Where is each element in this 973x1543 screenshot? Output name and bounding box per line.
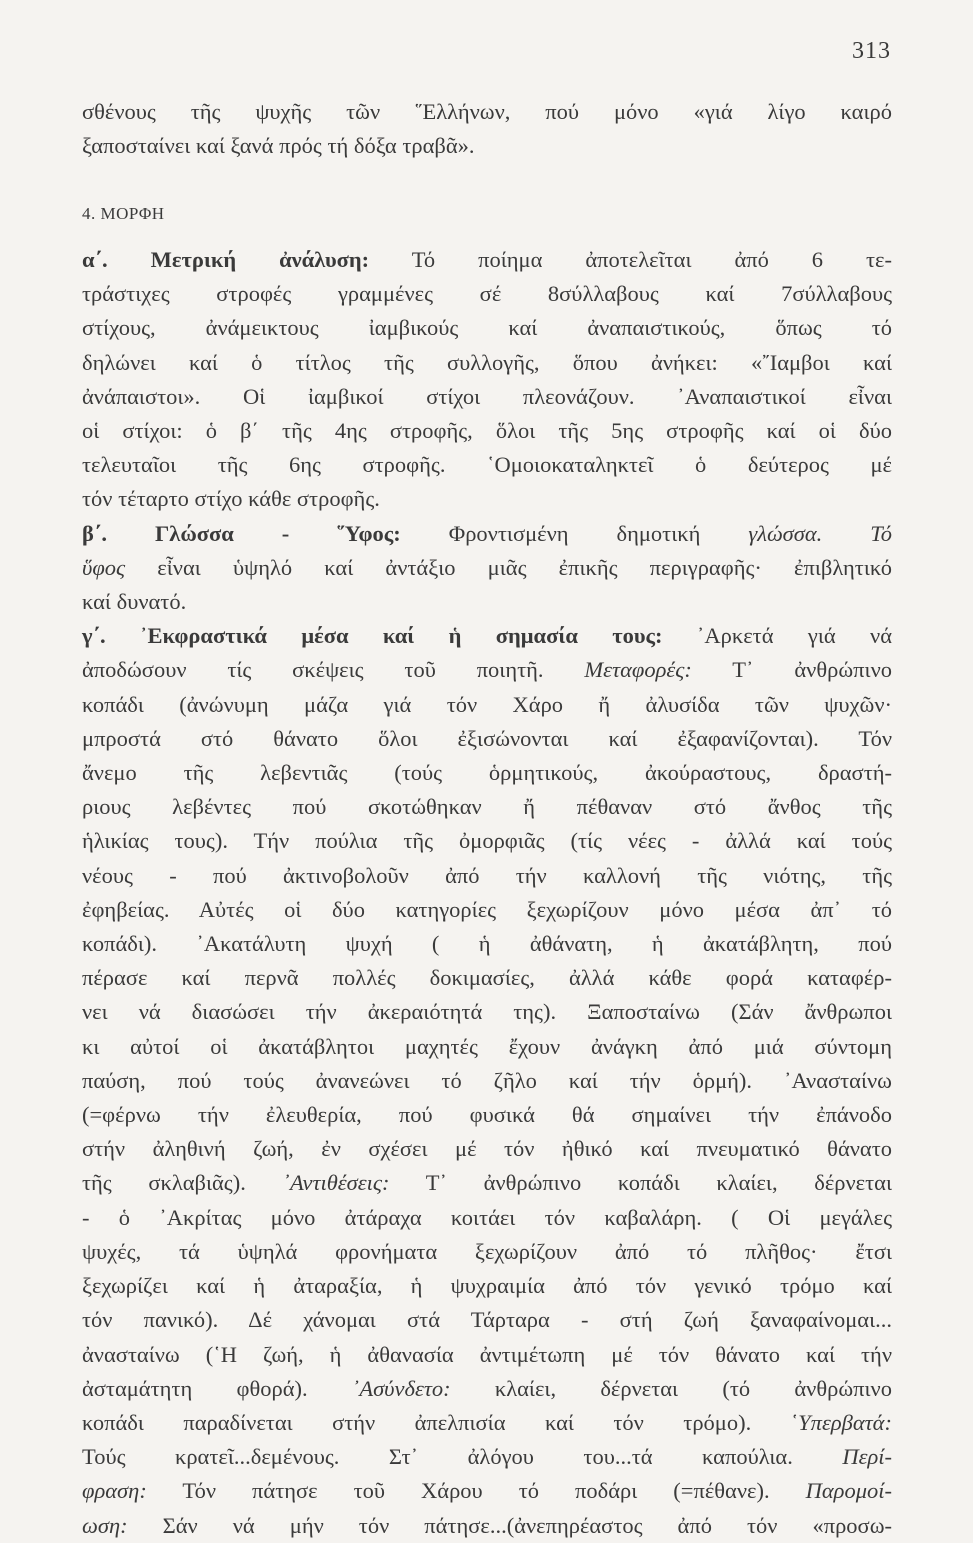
text-run: στήν ἀληθινή ζωή, ἐν σχέσει μέ τόν ἠθικό καί πνευματικό θάνατο	[82, 1136, 892, 1162]
text-line	[82, 893, 892, 927]
text-run: καί δυνατό.	[82, 589, 187, 615]
text-line: ξαποσταίνει καί ξανά πρός τή δόξα τραβᾶ».	[82, 133, 475, 159]
text-line	[82, 756, 892, 790]
italic-term-run: Περί-	[842, 1444, 892, 1470]
text-line	[82, 311, 892, 345]
text-run: Τ᾿ ἀνθρώπινο	[691, 657, 892, 683]
text-run: δηλώνει καί ὁ τίτλος τῆς συλλογῆς, ὅπου ἀνήκει: «῎Ιαμβοι καί	[82, 349, 892, 375]
italic-term-run: ωση:	[82, 1512, 128, 1538]
text-run: ἀσταμάτητη φθορά).	[82, 1375, 352, 1401]
text-run: τράστιχες στροφές γραμμένες σέ 8σύλλαβους καί 7σύλλαβους	[82, 281, 892, 307]
text-line	[82, 1030, 892, 1064]
text-line	[82, 1474, 892, 1508]
text-line	[82, 824, 892, 858]
italic-term-run: ῾Υπερβατά:	[790, 1409, 892, 1435]
text-line	[82, 1338, 892, 1372]
text-line	[82, 448, 892, 482]
italic-term-run: ὕφος	[82, 554, 126, 580]
text-run: τόν τέταρτο στίχο κάθε στροφῆς.	[82, 486, 380, 512]
text-run: ἀνάπαιστοι». Οἱ ἰαμβικοί στίχοι πλεονάζουν. ᾿Αναπαιστικοί εἶναι	[82, 383, 892, 409]
text-line	[82, 1303, 892, 1337]
text-run: Φροντισμένη δημοτική	[400, 520, 749, 546]
text-line	[82, 1269, 892, 1303]
text-run: στίχους, ἀνάμεικτους ἰαμβικούς καί ἀναπαιστικούς, ὅπως τό	[82, 315, 892, 341]
text-line	[82, 995, 892, 1029]
text-line	[82, 1166, 892, 1200]
text-line	[82, 653, 892, 687]
text-run: - ὁ ᾿Ακρίτας μόνο ἀτάραχα κοιτάει τόν καβαλάρη. ( Οἱ μεγάλες	[82, 1204, 892, 1230]
page-number: 313	[852, 38, 891, 64]
text-line: σθένους τῆς ψυχῆς τῶν ῞Ελλήνων, πού μόνο «γιά λίγο καιρό	[82, 99, 892, 124]
text-line	[82, 482, 892, 516]
italic-term-run: Μεταφορές:	[584, 657, 692, 683]
text-run: ἀποδώσουν τίς σκέψεις τοῦ ποιητῆ.	[82, 657, 585, 683]
text-line	[82, 1064, 892, 1098]
text-run: μπροστά στό θάνατο ὅλοι ἐξισώνονται καί ἐξαφανίζονται). Τόν	[82, 725, 892, 751]
text-run: νει νά διασώσει τήν ἀκεραιότητά της). Ξαποσταίνω (Σάν ἄνθρωποι	[82, 999, 892, 1025]
text-line	[82, 927, 892, 961]
text-run: Τούς κρατεῖ...δεμένους. Στ᾿ ἀλόγου του...τά καπούλια.	[82, 1444, 843, 1470]
text-line	[82, 1372, 892, 1406]
intro-paragraph	[82, 95, 892, 163]
text-run: κοπάδι (ἀνώνυμη μάζα γιά τόν Χάρο ἤ ἀλυσίδα τῶν ψυχῶν·	[82, 691, 892, 717]
text-run: ξεχωρίζει καί ἡ ἀταραξία, ἡ ψυχραιμία ἀπό τόν γενικό τρόμο καί	[82, 1273, 892, 1299]
text-run: Τό ποίημα ἀποτελεῖται ἀπό 6 τε-	[369, 247, 892, 272]
text-run: τελευταῖοι τῆς 6ης στροφῆς. ῾Ομοιοκαταληκτεῖ ὁ δεύτερος μέ	[82, 452, 892, 478]
text-run: τῆς σκλαβιᾶς).	[82, 1170, 283, 1196]
text-line	[82, 1132, 892, 1166]
text-run: ψυχές, τά ὑψηλά φρονήματα ξεχωρίζουν ἀπό τό πλῆθος· ἔτσι	[82, 1238, 892, 1264]
text-run: κι αὐτοί οἱ ἀκατάβλητοι μαχητές ἔχουν ἀνάγκη ἀπό μιά σύντομη	[82, 1033, 892, 1059]
bold-heading-run: γ΄. ᾿Εκφραστικά μέσα καί ἡ σημασία τους:	[82, 623, 663, 649]
text-line	[82, 1235, 892, 1269]
text-run: κλαίει, δέρνεται (τό ἀνθρώπινο	[450, 1375, 892, 1401]
text-run: πέρασε καί περνᾶ πολλές δοκιμασίες, ἀλλά κάθε φορά καταφέρ-	[82, 965, 892, 991]
text-line	[82, 1201, 892, 1235]
text-run: παύση, πού τούς ἀνανεώνει τό ζῆλο καί τήν ὁρμή). ᾿Ανασταίνω	[82, 1067, 892, 1093]
text-run: ᾿Αρκετά γιά νά	[662, 623, 892, 649]
text-line	[82, 1098, 892, 1132]
text-line	[82, 1509, 892, 1543]
text-line	[82, 619, 892, 653]
text-run: νέους - πού ἀκτινοβολοῦν ἀπό τήν καλλονή τῆς νιότης, τῆς	[82, 862, 892, 888]
text-run: εἶναι ὑψηλό καί ἀντάξιο μιᾶς ἐπικῆς περιγραφῆς· ἐπιβλητικό	[125, 554, 892, 580]
italic-term-run: ᾿Αντιθέσεις:	[282, 1170, 390, 1196]
text-line	[82, 688, 892, 722]
text-run: Τόν πάτησε τοῦ Χάρου τό ποδάρι (=πέθανε).	[146, 1478, 806, 1504]
text-run: ἀνασταίνω (῾Η ζωή, ἡ ἀθανασία ἀντιμέτωπη μέ τόν θάνατο καί τήν	[82, 1341, 892, 1367]
text-run: Σάν νά μήν τόν πάτησε...(ἀνεπηρέαστος ἀπό τόν «προσω-	[127, 1512, 892, 1538]
text-run: οἱ στίχοι: ὁ β΄ τῆς 4ης στροφῆς, ὅλοι τῆς 5ης στροφῆς καί οἱ δύο	[82, 418, 892, 444]
text-run: ἄνεμο τῆς λεβεντιᾶς (τούς ὁρμητικούς, ἀκούραστους, δραστή-	[82, 760, 892, 786]
text-line	[82, 1406, 892, 1440]
italic-term-run: γλώσσα. Τό	[748, 520, 892, 546]
text-run: Τ᾿ ἀνθρώπινο κοπάδι κλαίει, δέρνεται	[389, 1170, 893, 1196]
form-analysis-body	[82, 243, 892, 1543]
text-line	[82, 1440, 892, 1474]
italic-term-run: ᾿Ασύνδετο:	[351, 1375, 451, 1401]
text-line	[82, 414, 892, 448]
bold-heading-run: α΄. Μετρική ἀνάλυση:	[82, 247, 370, 272]
text-line	[82, 585, 892, 619]
text-line	[82, 722, 892, 756]
text-line	[82, 551, 892, 585]
italic-term-run: Παρομοί-	[805, 1478, 892, 1504]
text-line	[82, 243, 892, 277]
text-line	[82, 346, 892, 380]
text-run: κοπάδι). ᾿Ακατάλυτη ψυχή ( ἡ ἀθάνατη, ἡ ἀκατάβλητη, πού	[82, 931, 892, 957]
bold-heading-run: β΄. Γλώσσα - ῞Υφος:	[82, 520, 401, 546]
section-heading: 4. ΜΟΡΦΗ	[82, 204, 165, 223]
italic-term-run: φραση:	[82, 1478, 147, 1504]
text-run: (=φέρνω τήν ἐλευθερία, πού φυσικά θά σημαίνει τήν ἐπάνοδο	[82, 1102, 892, 1128]
text-line	[82, 517, 892, 551]
text-run: τόν πανικό). Δέ χάνομαι στά Τάρταρα - στή ζωή ξαναφαίνομαι...	[82, 1307, 892, 1333]
text-run: κοπάδι παραδίνεται στήν ἀπελπισία καί τόν τρόμο).	[82, 1409, 791, 1435]
text-run: ἐφηβείας. Αὐτές οἱ δύο κατηγορίες ξεχωρίζουν μόνο μέσα ἀπ᾿ τό	[82, 896, 892, 922]
text-line	[82, 380, 892, 414]
text-run: ἡλικίας τους). Τήν πούλια τῆς ὀμορφιᾶς (τίς νέες - ἀλλά καί τούς	[82, 828, 892, 854]
text-line	[82, 790, 892, 824]
text-line	[82, 961, 892, 995]
text-line	[82, 277, 892, 311]
text-run: ριους λεβέντες πού σκοτώθηκαν ἤ πέθαναν στό ἄνθος τῆς	[82, 794, 892, 820]
text-line	[82, 859, 892, 893]
